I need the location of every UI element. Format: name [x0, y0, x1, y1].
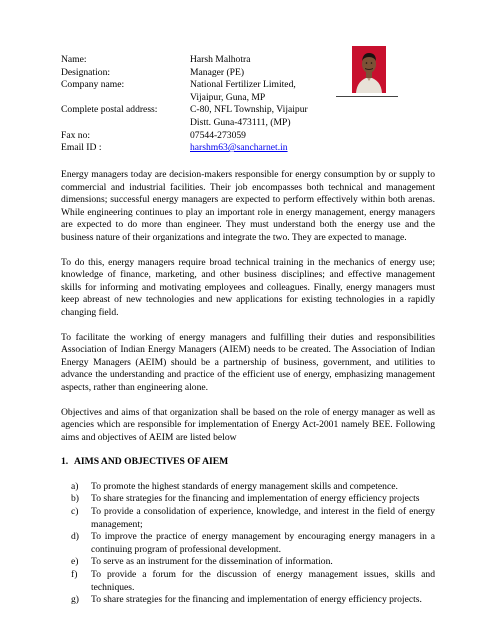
- list-item: [61, 556, 435, 569]
- profile-value: Vijaipur, Guna, MP: [190, 91, 266, 103]
- profile-row: [61, 54, 361, 67]
- body-paragraph: Objectives and aims of that organization shall be based on the role of energy manager as well as agencies which are responsible for implementation of Energy Act-2001 namely BEE. Following aims and objectives of AEIM are listed below: [61, 406, 435, 443]
- profile-label: Fax no:: [61, 129, 91, 141]
- photo-caption-rule: [336, 96, 398, 97]
- section-number: 1.: [61, 456, 69, 468]
- list-item-marker: d): [71, 531, 79, 543]
- profile-row: [61, 67, 361, 80]
- list-item-marker: b): [71, 493, 79, 505]
- document-body: [61, 169, 435, 607]
- body-paragraph: To do this, energy managers require broad technical training in the mechanics of energy use; knowledge of finance, marketing, and other business disciplines; and effective management skills for informing and motivating employees and colleagues. Finally, energy managers must keep abreast of new technologies and new applications for existing technologies in a rapidly changing field.: [61, 256, 435, 318]
- profile-row: [61, 104, 361, 117]
- profile-value: 07544-273059: [190, 129, 246, 141]
- list-item: [61, 481, 435, 494]
- list-item-text: To share strategies for the financing and implementation of energy efficiency projects: [91, 493, 420, 505]
- portrait-photo: [352, 46, 386, 93]
- list-item-text: To promote the highest standards of energy management skills and competence.: [91, 480, 398, 492]
- list-item-text: To share strategies for the financing and implementation of energy efficiency projects.: [91, 594, 422, 606]
- list-item: [61, 506, 435, 531]
- list-item-marker: c): [71, 506, 79, 518]
- list-item-text: To improve the practice of energy management by encouraging energy managers in a continuing program of professional development.: [91, 531, 435, 555]
- profile-label: Designation:: [61, 66, 111, 78]
- profile-label: Email ID :: [61, 142, 102, 154]
- section-heading: [61, 456, 435, 469]
- profile-value: Harsh Malhotra: [190, 54, 251, 65]
- list-item: [61, 493, 435, 506]
- email-link[interactable]: harshm63@sancharnet.in: [190, 142, 288, 154]
- profile-row: [61, 130, 361, 143]
- profile-label: [61, 117, 190, 130]
- profile-value: National Fertilizer Limited,: [190, 79, 296, 91]
- portrait-figure: [352, 46, 386, 93]
- body-paragraph: To facilitate the working of energy managers and fulfilling their duties and responsibilities Association of Indian Energy Managers (AIEM) needs to be created. The Association of Indian Energy Managers (AEIM) should be a partnership of business, government, and utilities to advance the understanding and practice of the efficient use of energy, emphasizing management aspects, rather than engineering alone.: [61, 331, 435, 393]
- profile-label: Complete postal address:: [61, 104, 158, 116]
- body-paragraph: Energy managers today are decision-makers responsible for energy consumption by or supply to commercial and industrial facilities. Their job encompasses both technical and management dimensions; successful energy managers are expected to perform effectively within both arenas. While engineering continues to play an important role in energy management, energy managers are expected to do more than engineer. They must understand both the energy use and the business nature of their organizations and integrate the two. They are expected to manage.: [61, 169, 435, 243]
- profile-label: [61, 92, 190, 105]
- list-item: [61, 569, 435, 594]
- profile-label: Company name:: [61, 79, 125, 91]
- list-item-marker: a): [71, 480, 79, 492]
- profile-value: [190, 142, 361, 155]
- aims-list: [61, 481, 435, 607]
- profile-value: Manager (PE): [190, 66, 245, 78]
- list-item-text: To provide a consolidation of experience, knowledge, and interest in the field of energy management;: [91, 506, 435, 530]
- list-item-marker: e): [71, 556, 79, 568]
- profile-row: [61, 79, 361, 92]
- list-item-text: To serve as an instrument for the dissemination of information.: [91, 556, 333, 568]
- profile-row: [61, 142, 361, 155]
- profile-row: [61, 92, 361, 105]
- list-item: [61, 594, 435, 607]
- list-item: [61, 531, 435, 556]
- profile-value: Distt. Guna-473111, (MP): [190, 116, 291, 128]
- list-item-marker: f): [71, 569, 78, 581]
- list-item-marker: g): [71, 594, 79, 606]
- list-item-text: To provide a forum for the discussion of energy management issues, skills and techniques.: [91, 569, 435, 593]
- profile-label: Name:: [61, 54, 87, 65]
- profile-block: [61, 54, 361, 155]
- profile-value: C-80, NFL Township, Vijaipur: [190, 104, 308, 116]
- section-title: AIMS AND OBJECTIVES OF AIEM: [74, 456, 229, 468]
- profile-row: [61, 117, 361, 130]
